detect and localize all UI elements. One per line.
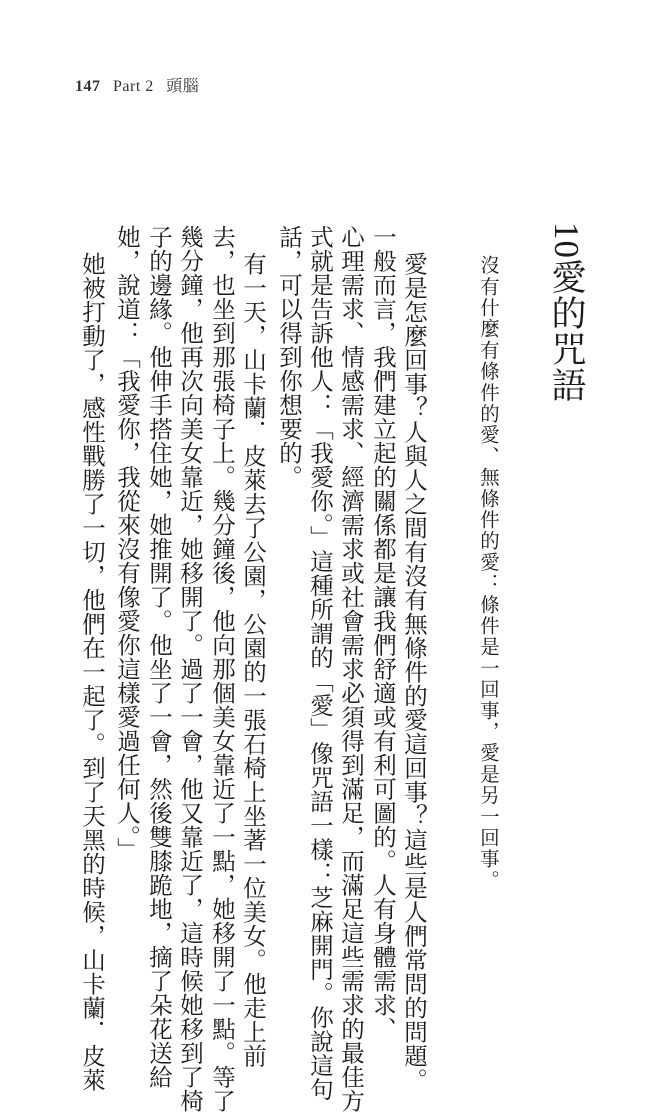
body-line-2: 一般而言，我們建立起的關係都是讓我們舒適或有利可圖的。人有身體需求、 <box>369 225 397 1041</box>
body-line-6: 有一天，山卡蘭．皮萊去了公園，公園的一張石椅上坐著一位美女。他走上前 <box>239 252 267 1068</box>
page-number: 147 <box>75 78 101 95</box>
body-line-8: 幾分鐘，他再次向美女靠近，她移開了。過了一會，他又靠近了，這時候她移到了椅 <box>176 225 204 1113</box>
chapter-title: 愛的咒語 <box>546 259 586 403</box>
body-line-10: 她，說道：「我愛你，我從來沒有像愛你這樣愛過任何人。」 <box>113 225 141 862</box>
body-line-4: 式就是告訴他人：「我愛你。」這種所謂的「愛」像咒語一樣：芝麻開門。你說這句 <box>306 225 334 1102</box>
section-label: 頭腦 <box>166 78 200 95</box>
chapter-number: 10 <box>547 222 586 259</box>
part-label: Part 2 <box>113 78 154 95</box>
chapter-subtitle: 沒有什麼有條件的愛、無條件的愛：條件是一回事，愛是另一回事。 <box>477 255 500 891</box>
chapter-heading <box>538 222 584 403</box>
running-header <box>75 73 207 96</box>
body-line-11: 她被打動了，感性戰勝了一切，他們在一起了。到了天黑的時候，山卡蘭．皮萊 <box>78 252 106 1092</box>
body-line-3: 心理需求、情感需求、經濟需求或社會需求必須得到滿足，而滿足這些需求的最佳方 <box>337 225 365 1113</box>
body-line-1: 愛是怎麼回事？人與人之間有沒有無條件的愛這回事？這些是人們常問的問題。 <box>400 252 428 1092</box>
body-line-9: 子的邊緣。他伸手搭住她，她推開了。他坐了一會，然後雙膝跪地，摘了朵花送給 <box>145 225 173 1089</box>
body-line-7: 去，也坐到那張椅子上。幾分鐘後，他向那個美女靠近了一點，她移開了一點。等了 <box>208 225 236 1113</box>
body-line-5: 話，可以得到你想要的。 <box>275 225 303 489</box>
